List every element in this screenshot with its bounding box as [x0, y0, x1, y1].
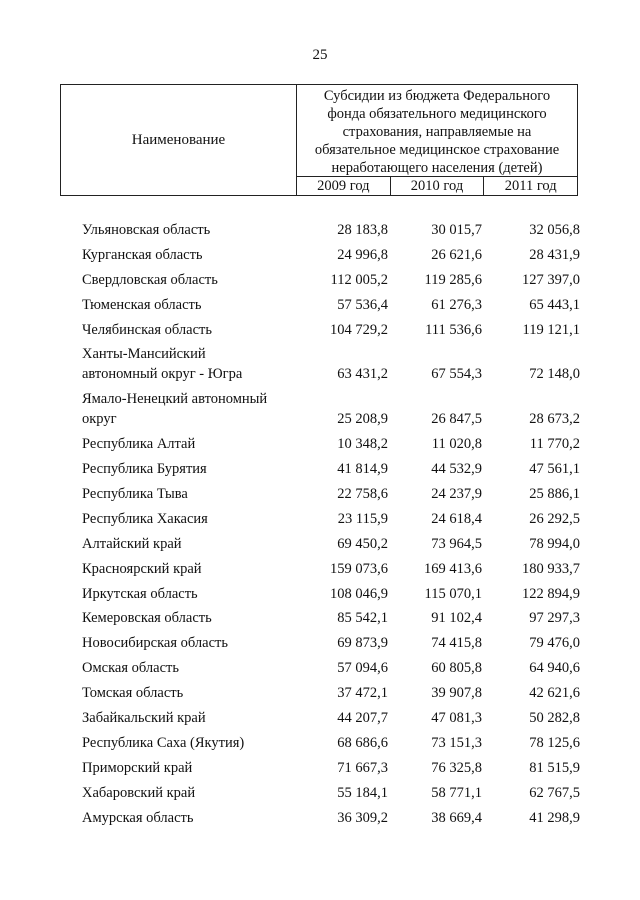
region-name-line: Курганская область: [82, 246, 203, 263]
value-2011: 28 431,9: [529, 246, 580, 263]
region-name: [82, 758, 304, 778]
value-2011: 26 292,5: [529, 510, 580, 527]
region-name-line: Забайкальский край: [82, 710, 206, 727]
table-row: [82, 534, 580, 554]
table-row: [82, 584, 580, 604]
value-2009: 69 873,9: [337, 635, 388, 652]
year-headers: [297, 177, 577, 195]
value-2010: 24 237,9: [431, 486, 482, 503]
value-2010: 91 102,4: [431, 610, 482, 627]
region-name-line: Челябинская область: [82, 321, 212, 338]
value-2010: 30 015,7: [431, 222, 482, 238]
region-name: [82, 344, 304, 384]
region-name: [82, 220, 304, 240]
value-2009: 104 729,2: [330, 321, 388, 338]
caption-line: фонда обязательного медицинского: [327, 106, 547, 122]
value-2009: 57 536,4: [337, 296, 388, 313]
value-2009: 25 208,9: [337, 411, 388, 428]
value-2009: 68 686,6: [337, 734, 388, 751]
region-name: [82, 559, 304, 579]
table-row: [82, 708, 580, 728]
region-name: [82, 459, 304, 479]
year-header-2010: 2010 год: [390, 177, 484, 195]
year-header-2009: 2009 год: [317, 178, 370, 194]
value-2010: 73 964,5: [431, 535, 482, 552]
value-2009: 63 431,2: [337, 366, 388, 383]
region-name-line: Республика Тыва: [82, 486, 188, 503]
region-name-line: Республика Бурятия: [82, 461, 207, 478]
table-row: [82, 220, 580, 240]
region-name: [82, 708, 304, 728]
value-2010: 169 413,6: [424, 560, 482, 577]
table-row: [82, 245, 580, 265]
value-2010: 58 771,1: [431, 784, 482, 801]
region-name: [82, 389, 304, 429]
region-name-line: Ульяновская область: [82, 222, 211, 238]
value-2009: 24 996,8: [337, 246, 388, 263]
value-2010: 67 554,3: [431, 366, 482, 383]
table-row: [82, 808, 580, 828]
value-2011: 180 933,7: [522, 560, 580, 577]
value-2011: 81 515,9: [529, 759, 580, 776]
caption-line: неработающего населения (детей): [331, 160, 543, 176]
region-name: [82, 733, 304, 753]
value-2011: 25 886,1: [529, 486, 580, 503]
table-row: [82, 683, 580, 703]
region-name-line: округ: [82, 411, 117, 428]
value-2011: 127 397,0: [522, 271, 580, 288]
value-2011: 65 443,1: [529, 296, 580, 313]
table-body: [82, 220, 580, 832]
region-name: [82, 584, 304, 604]
value-2010: 11 020,8: [431, 436, 482, 453]
table-row: [82, 484, 580, 504]
value-2009: 108 046,9: [330, 585, 388, 602]
value-2009: 10 348,2: [337, 436, 388, 453]
column-header-name: Наименование: [61, 85, 297, 195]
value-2010: 76 325,8: [431, 759, 482, 776]
table-row: [82, 733, 580, 753]
table-row: [82, 783, 580, 803]
region-name-line: Хабаровский край: [82, 784, 196, 801]
caption-line: страхования, направляемые на: [342, 124, 532, 140]
value-2009: 85 542,1: [337, 610, 388, 627]
table-row: [82, 758, 580, 778]
value-2009: 41 814,9: [337, 461, 388, 478]
region-name: [82, 633, 304, 653]
table-row: [82, 295, 580, 315]
caption-line: обязательное медицинское страхование: [314, 142, 560, 158]
value-2011: 72 148,0: [529, 366, 580, 383]
region-name: [82, 783, 304, 803]
region-name-line: Кемеровская область: [82, 610, 212, 627]
value-2010: 24 618,4: [431, 510, 482, 527]
region-name: [82, 245, 304, 265]
table-row: [82, 608, 580, 628]
table-row: [82, 633, 580, 653]
column-header-subsidies: [297, 85, 577, 177]
region-name: [82, 808, 304, 828]
value-2011: 50 282,8: [529, 710, 580, 727]
region-name: [82, 270, 304, 290]
value-2011: 28 673,2: [529, 411, 580, 428]
region-name-line: Амурская область: [82, 809, 194, 826]
region-name: [82, 509, 304, 529]
region-name: [82, 608, 304, 628]
value-2009: 57 094,6: [337, 660, 388, 677]
value-2009: 37 472,1: [337, 685, 388, 702]
value-2009: 36 309,2: [337, 809, 388, 826]
value-2009: 71 667,3: [337, 759, 388, 776]
value-2010: 26 847,5: [431, 411, 482, 428]
value-2011: 62 767,5: [529, 784, 580, 801]
value-2009: 44 207,7: [337, 710, 388, 727]
year-header-2011: 2011 год: [483, 177, 577, 195]
value-2011: 119 121,1: [522, 321, 580, 338]
table-row: [82, 658, 580, 678]
region-name-line: Новосибирская область: [82, 635, 228, 652]
value-2009: 23 115,9: [337, 510, 388, 527]
value-2011: 122 894,9: [522, 585, 580, 602]
region-name-line: Республика Саха (Якутия): [82, 734, 245, 751]
table-row: [82, 344, 580, 384]
region-name-line: Ханты-Мансийский: [82, 346, 206, 363]
value-2011: 41 298,9: [529, 809, 580, 826]
region-name-line: Ямало-Ненецкий автономный: [82, 391, 268, 408]
value-2009: 28 183,8: [337, 222, 388, 238]
region-name-line: Республика Хакасия: [82, 510, 208, 527]
table-row: [82, 389, 580, 429]
table-row: [82, 509, 580, 529]
region-name: [82, 295, 304, 315]
region-name-line: Тюменская область: [82, 296, 202, 313]
value-2010: 44 532,9: [431, 461, 482, 478]
value-2010: 74 415,8: [431, 635, 482, 652]
region-name-line: автономный округ - Югра: [82, 366, 243, 383]
region-name-line: Алтайский край: [82, 535, 182, 552]
region-name: [82, 534, 304, 554]
value-2010: 111 536,6: [425, 321, 482, 338]
region-name: [82, 484, 304, 504]
value-2010: 61 276,3: [431, 296, 482, 313]
value-2011: 78 125,6: [529, 734, 580, 751]
value-2009: 22 758,6: [337, 486, 388, 503]
value-2010: 119 285,6: [424, 271, 482, 288]
value-2011: 32 056,8: [529, 222, 580, 238]
value-2011: 79 476,0: [529, 635, 580, 652]
value-2010: 26 621,6: [431, 246, 482, 263]
region-name: [82, 658, 304, 678]
value-2011: 78 994,0: [529, 535, 580, 552]
region-name-line: Омская область: [82, 660, 179, 677]
value-2010: 47 081,3: [431, 710, 482, 727]
region-name: [82, 683, 304, 703]
page-number: 25: [312, 47, 328, 63]
region-name-line: Иркутская область: [82, 585, 198, 602]
value-2011: 64 940,6: [529, 660, 580, 677]
table-header: [60, 84, 578, 196]
table-row: [82, 270, 580, 290]
value-2011: 11 770,2: [529, 436, 580, 453]
region-name-line: Приморский край: [82, 759, 193, 776]
region-name-line: Томская область: [82, 685, 184, 702]
table-row: [82, 559, 580, 579]
region-name-line: Республика Алтай: [82, 436, 196, 453]
value-2011: 47 561,1: [529, 461, 580, 478]
region-name: [82, 320, 304, 340]
region-name-line: Красноярский край: [82, 560, 202, 577]
value-2009: 112 005,2: [330, 271, 388, 288]
value-2010: 115 070,1: [424, 585, 482, 602]
table-row: [82, 434, 580, 454]
value-2010: 39 907,8: [431, 685, 482, 702]
value-2011: 42 621,6: [529, 685, 580, 702]
value-2009: 69 450,2: [337, 535, 388, 552]
value-2010: 38 669,4: [431, 809, 482, 826]
value-2011: 97 297,3: [529, 610, 580, 627]
value-2009: 55 184,1: [337, 784, 388, 801]
table-row: [82, 320, 580, 340]
value-2010: 60 805,8: [431, 660, 482, 677]
value-2009: 159 073,6: [330, 560, 388, 577]
region-name: [82, 434, 304, 454]
region-name-line: Свердловская область: [82, 271, 218, 288]
value-2010: 73 151,3: [431, 734, 482, 751]
caption-line: Субсидии из бюджета Федерального: [323, 88, 551, 104]
table-row: [82, 459, 580, 479]
